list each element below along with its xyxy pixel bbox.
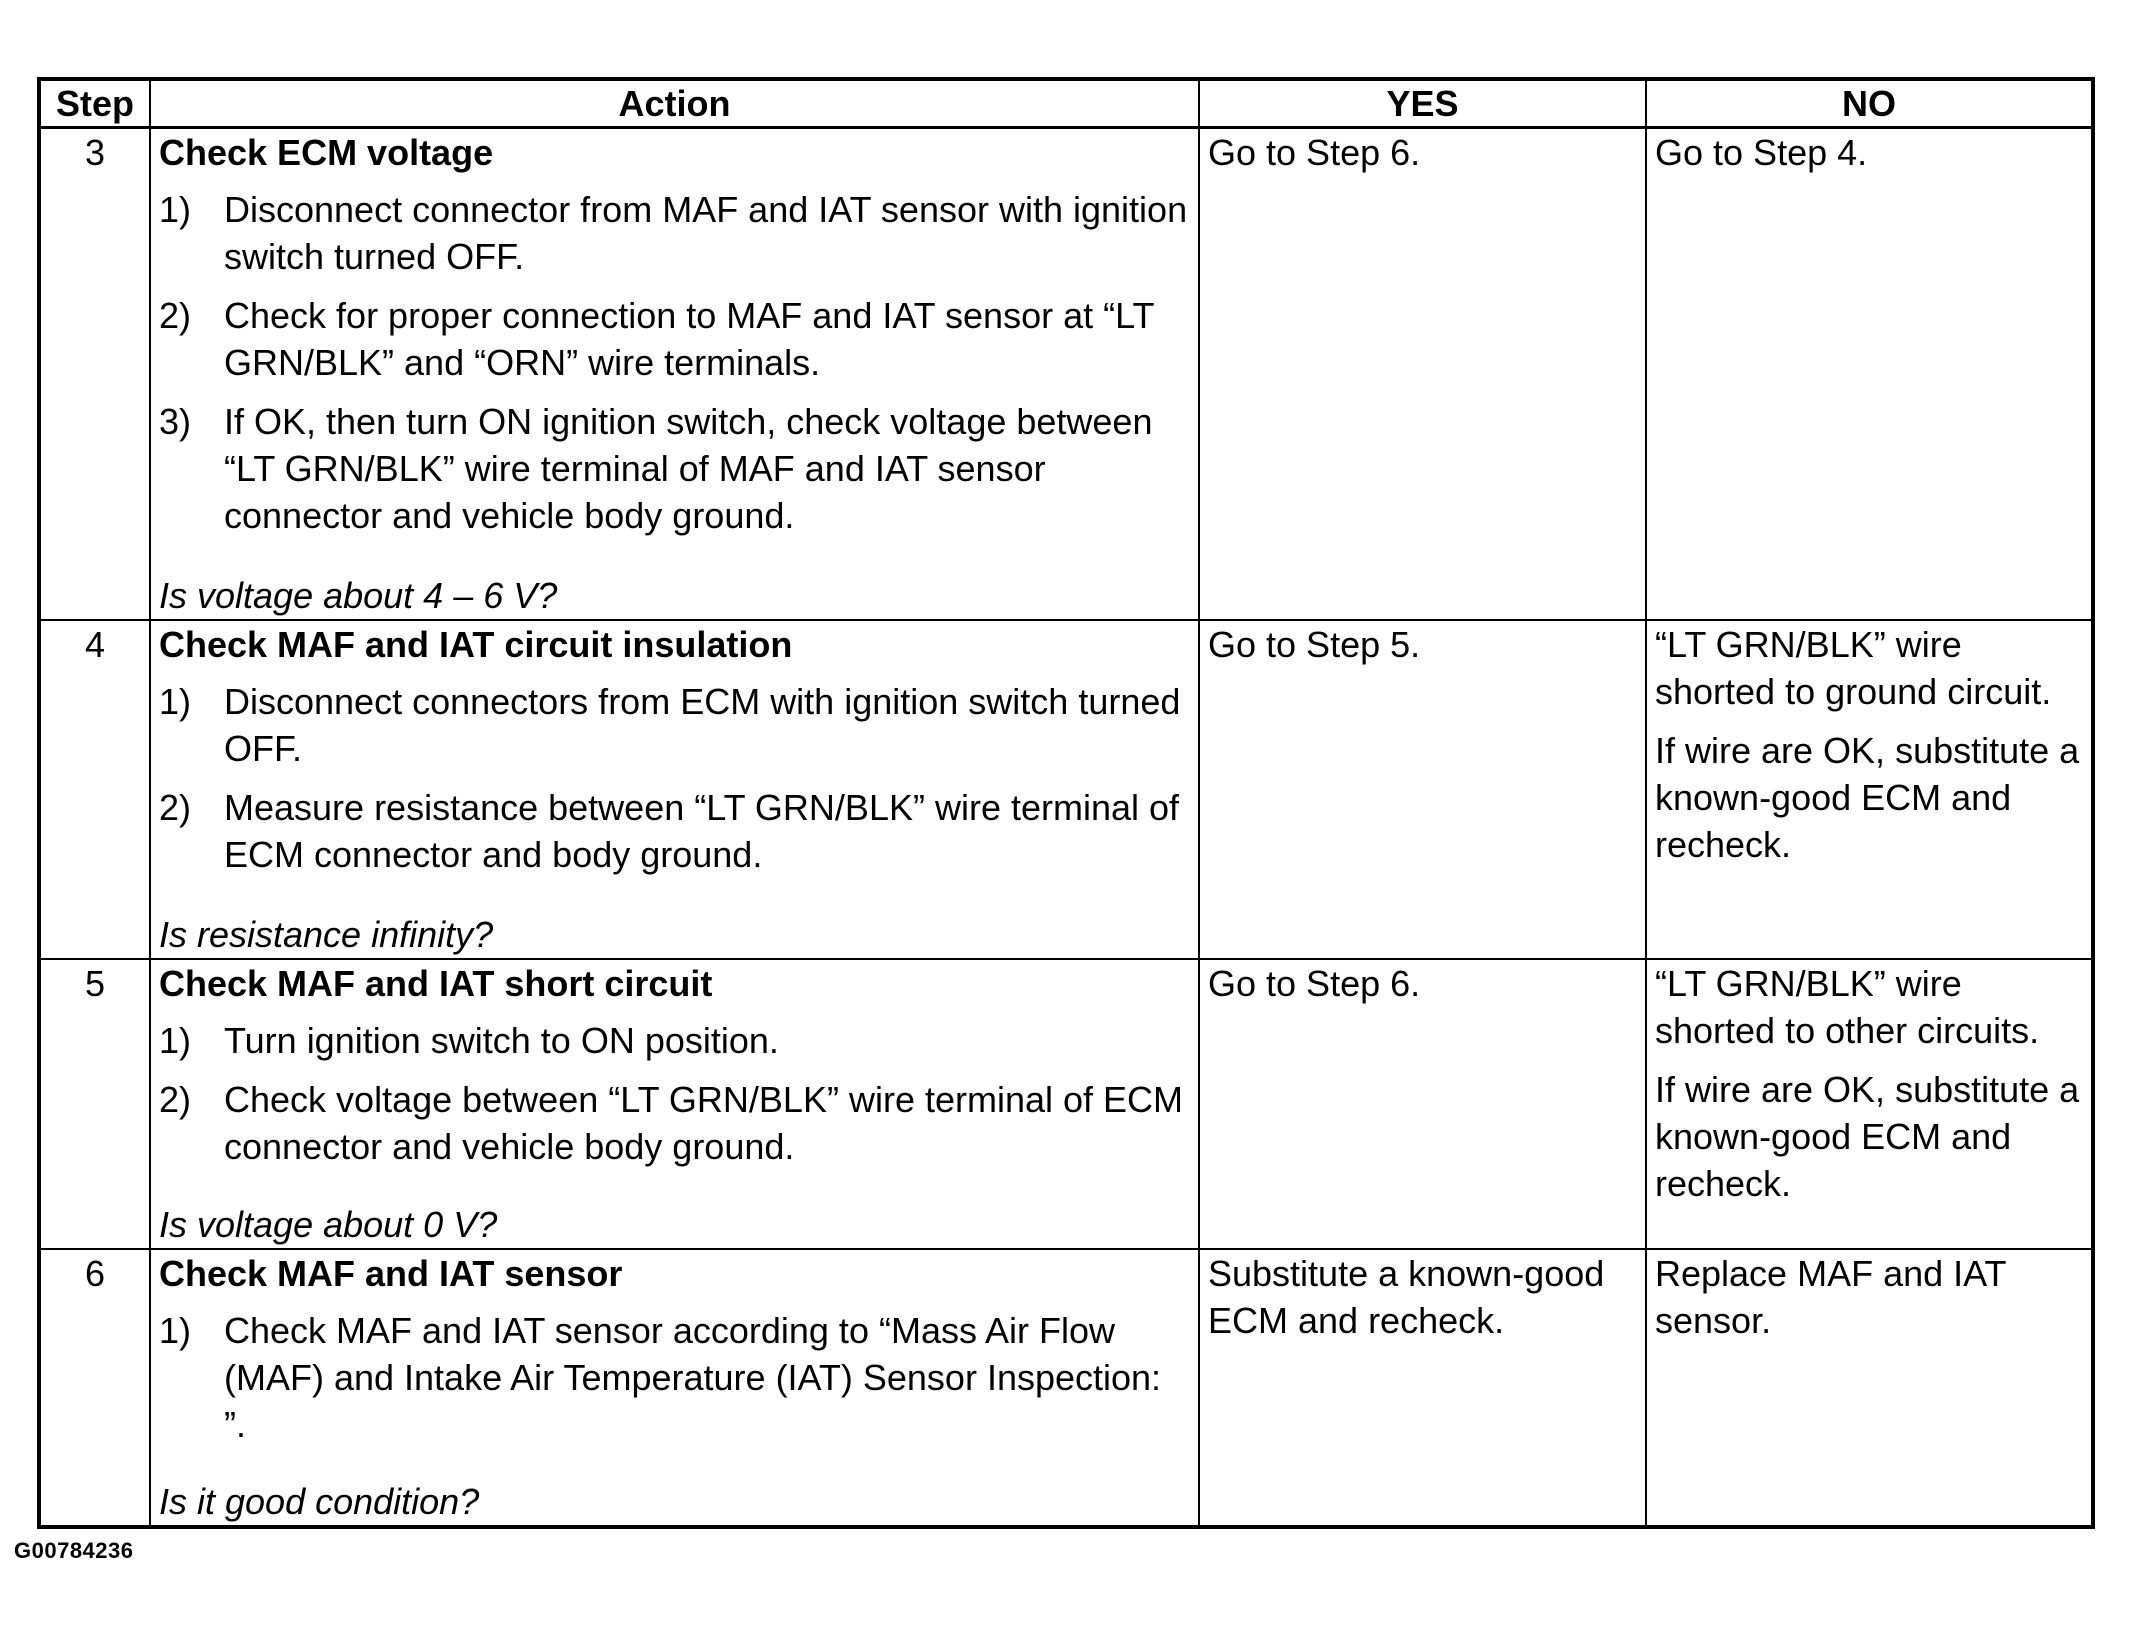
- item-text: Turn ignition switch to ON position.: [224, 1019, 779, 1061]
- list-item: [159, 398, 1190, 539]
- no-text: “LT GRN/BLK” wire shorted to other circuits.: [1655, 962, 2040, 1051]
- action-steps: [159, 1017, 1190, 1170]
- list-item: [159, 784, 1190, 878]
- step-number: 3: [39, 128, 150, 620]
- step-number: 5: [39, 959, 150, 1249]
- no-text: Replace MAF and IAT sensor.: [1655, 1252, 2006, 1341]
- list-item: [159, 1017, 1190, 1064]
- table-row: [39, 959, 2093, 1249]
- no-text: “LT GRN/BLK” wire shorted to ground circuit.: [1655, 623, 2052, 712]
- check-question: Is voltage about 0 V?: [159, 1203, 498, 1245]
- item-number: 2): [159, 1078, 192, 1120]
- header-action: Action: [150, 79, 1199, 128]
- item-text: Check voltage between “LT GRN/BLK” wire terminal of ECM connector and vehicle body ground.: [224, 1078, 1184, 1167]
- header-yes: YES: [1199, 79, 1646, 128]
- item-number: 1): [159, 680, 192, 722]
- no-cell: [1646, 959, 2093, 1249]
- action-cell: [150, 1249, 1199, 1527]
- check-question: Is it good condition?: [159, 1480, 480, 1522]
- no-text: If wire are OK, substitute a known-good ECM and recheck.: [1655, 1068, 2080, 1204]
- list-item: [159, 292, 1190, 386]
- table-row: [39, 620, 2093, 959]
- item-number: 1): [159, 1309, 192, 1351]
- item-text: Measure resistance between “LT GRN/BLK” wire terminal of ECM connector and body ground.: [224, 786, 1180, 875]
- list-item: [159, 678, 1190, 772]
- item-number: 2): [159, 295, 192, 336]
- action-steps: [159, 186, 1190, 539]
- action-title: Check ECM voltage: [159, 132, 494, 173]
- no-text: Go to Step 4.: [1655, 132, 1868, 173]
- table-header-row: [39, 79, 2093, 128]
- step-number: 4: [39, 620, 150, 959]
- yes-cell: Go to Step 6.: [1199, 128, 1646, 620]
- action-title: Check MAF and IAT sensor: [159, 1252, 623, 1294]
- item-number: 2): [159, 786, 192, 828]
- item-number: 1): [159, 189, 192, 230]
- action-title: Check MAF and IAT circuit insulation: [159, 623, 793, 665]
- item-number: 1): [159, 1019, 192, 1061]
- yes-cell: Substitute a known-good ECM and recheck.: [1199, 1249, 1646, 1527]
- item-number: 3): [159, 401, 192, 442]
- table-row: [39, 128, 2093, 620]
- item-text: Disconnect connector from MAF and IAT sensor with ignition switch turned OFF.: [224, 189, 1188, 277]
- no-cell: [1646, 1249, 2093, 1527]
- action-steps: [159, 678, 1190, 878]
- item-text: Check MAF and IAT sensor according to “Mass Air Flow (MAF) and Intake Air Temperature (IAT) Sensor Inspection: ”.: [224, 1309, 1162, 1445]
- list-item: [159, 1307, 1190, 1448]
- item-text: Disconnect connectors from ECM with ignition switch turned OFF.: [224, 680, 1181, 769]
- table-row: [39, 1249, 2093, 1527]
- action-cell: [150, 959, 1199, 1249]
- yes-cell: Go to Step 5.: [1199, 620, 1646, 959]
- action-cell: [150, 128, 1199, 620]
- header-no: NO: [1646, 79, 2093, 128]
- diagnostic-table: [37, 77, 2095, 1529]
- action-cell: [150, 620, 1199, 959]
- figure-code: G00784236: [14, 1538, 134, 1563]
- item-text: If OK, then turn ON ignition switch, check voltage between “LT GRN/BLK” wire terminal of MAF and IAT sensor connector and vehicle body ground.: [224, 401, 1153, 536]
- header-step: Step: [39, 79, 150, 128]
- step-number: 6: [39, 1249, 150, 1527]
- no-cell: [1646, 620, 2093, 959]
- no-cell: [1646, 128, 2093, 620]
- list-item: [159, 1076, 1190, 1170]
- no-text: If wire are OK, substitute a known-good ECM and recheck.: [1655, 729, 2080, 865]
- list-item: [159, 186, 1190, 280]
- check-question: Is resistance infinity?: [159, 913, 494, 955]
- yes-cell: Go to Step 6.: [1199, 959, 1646, 1249]
- action-title: Check MAF and IAT short circuit: [159, 962, 713, 1004]
- item-text: Check for proper connection to MAF and IAT sensor at “LT GRN/BLK” and “ORN” wire terminals.: [224, 295, 1154, 383]
- check-question: Is voltage about 4 – 6 V?: [159, 574, 558, 616]
- action-steps: [159, 1307, 1190, 1448]
